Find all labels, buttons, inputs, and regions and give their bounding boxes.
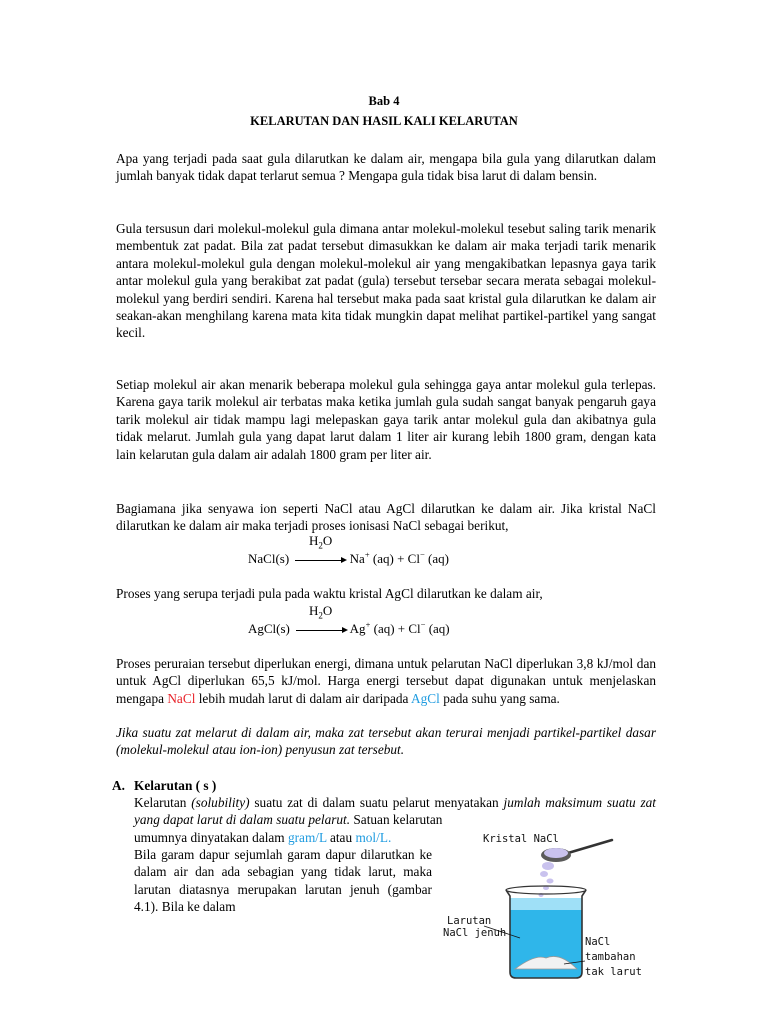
label-saturated-solution-1: Larutan: [447, 915, 492, 927]
paragraph-definition-italic: Jika suatu zat melarut di dalam air, maka zat tersebut akan terurai menjadi partikel-partikel dasar (molekul-molekul atau ion-ion) penyusun zat tersebut.: [116, 725, 656, 758]
equation-agcl-ionization: AgCl(s) Ag+ (aq) + Cl− (aq): [248, 619, 450, 636]
label-saturated-solution-2: NaCl jenuh: [443, 927, 507, 939]
falling-crystals-icon: [539, 862, 555, 904]
highlight-agcl: AgCl: [411, 690, 440, 706]
unit-mol-per-liter: mol/L.: [355, 830, 392, 845]
paragraph-ionic-compounds: Bagiamana jika senyawa ion seperti NaCl atau AgCl dilarutkan ke dalam air. Jika kristal NaCl dilarutkan ke dalam air maka terjadi proses ionisasi NaCl sebagai berikut,: [116, 501, 656, 534]
reaction-arrow-icon: [295, 560, 345, 561]
label-crystal-nacl: Kristal NaCl: [483, 833, 559, 845]
section-a-units-line: umumnya dinyatakan dalam gram/L atau mol/L.: [134, 830, 392, 845]
paragraph-energy: Proses peruraian tersebut diperlukan energi, dimana untuk pelarutan NaCl diperlukan 3,8 kJ/mol dan untuk AgCl diperlukan 65,5 kJ/mol. Harga energi tersebut dapat digunakan untuk menjelaskan mengapa NaCl lebih mudah larut di dalam air daripada AgCl pada suhu yang sama.: [116, 656, 656, 706]
equation-1-solvent: $H_2O$: [309, 533, 333, 551]
paragraph-intro: Apa yang terjadi pada saat gula dilarutkan ke dalam air, mengapa bila gula yang dilarutkan dalam jumlah banyak tidak dapat terlarut semua ? Mengapa gula tidak bisa larut di dalam bensin.: [116, 151, 656, 184]
equation-2-reactant: AgCl(s): [248, 621, 294, 636]
equation-nacl-ionization: NaCl(s) Na+ (aq) + Cl− (aq): [248, 549, 449, 566]
label-undissolved-2: tambahan: [585, 951, 636, 963]
equation-1-reactant: NaCl(s): [248, 551, 293, 566]
section-a-definition: Kelarutan (solubility) suatu zat di dalam suatu pelarut menyatakan jumlah maksimum suatu zat yang dapat larut di dalam suatu pelarut. Satuan kelarutan: [134, 795, 657, 828]
label-undissolved-3: tak larut: [585, 966, 642, 978]
chapter-title: KELARUTAN DAN HASIL KALI KELARUTAN: [250, 114, 518, 128]
highlight-nacl: NaCl: [167, 690, 196, 706]
section-a-heading: A. Kelarutan ( s ): [112, 778, 217, 793]
paragraph-water-attraction: Setiap molekul air akan menarik beberapa molekul gula sehingga gaya antar molekul gula terlepas. Karena gaya tarik molekul air terbatas maka ketika jumlah gula sudah sangat banyak pengaruh gaya tarik molekul air tidak mampu lagi melepaskan gaya tarik antar molekul gula dan akibatnya gula tidak melarut. Jumlah gula yang dapat larut dalam 1 liter air kurang lebih 1800 gram, dengan kata lain kelarutan gula dalam air adalah 1800 gram per liter air.: [116, 377, 656, 462]
paragraph-sugar-structure: Gula tersusun dari molekul-molekul gula dimana antar molekul-molekul tesebut saling tarik menarik membentuk zat padat. Bila zat padat tersebut dimasukkan ke dalam air maka terjadi tarik menarik antara molekul-molekul gula dengan molekul-molekul air yang mengakibatkan lepasnya gaya tarik antar molekul gula yang berakibat zat padat (gula) tersebut tersebar secara merata sebagai molekul-molekul yang berdiri sendiri. Karena hal tersebut maka pada saat kristal gula dilarutkan ke dalam air seakan-akan menghilang karena mata kita tidak mungkin dapat melihat partikel-partikel yang sangat kecil.: [116, 221, 656, 341]
beaker-icon: [506, 886, 586, 978]
equation-2-solvent: $H_2O$: [309, 603, 333, 621]
label-undissolved-1: NaCl: [585, 936, 611, 948]
unit-gram-per-liter: gram/L: [287, 830, 327, 845]
section-a-saturated-text: Bila garam dapur sejumlah garam dapur dilarutkan ke dalam air dan ada sebagian yang tidak larut, maka larutan diatasnya merupakan larutan jenuh (gambar 4.1). Bila ke dalam: [134, 847, 432, 915]
paragraph-agcl: Proses yang serupa terjadi pula pada waktu kristal AgCl dilarutkan ke dalam air,: [116, 586, 543, 601]
chapter-number: Bab 4: [368, 94, 400, 108]
reaction-arrow-icon: [296, 630, 346, 631]
